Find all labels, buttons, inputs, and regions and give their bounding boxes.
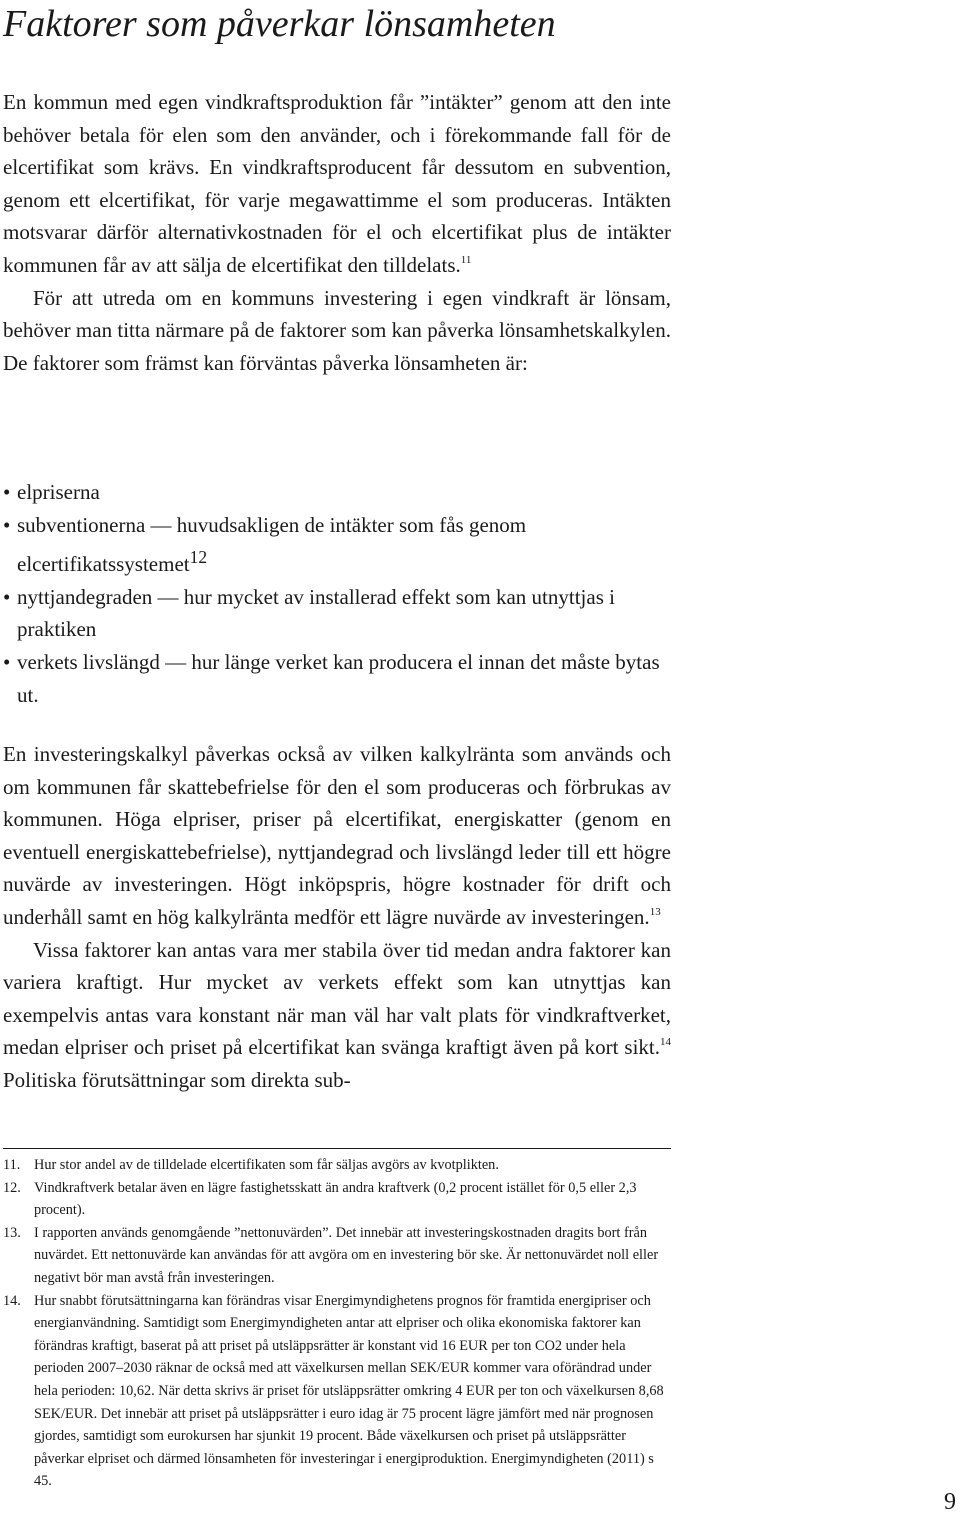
intro-text-block	[3, 86, 671, 379]
list-item: • elpriserna	[3, 476, 671, 509]
paragraph-stability: Vissa faktorer kan antas vara mer stabila över tid medan andra faktorer kan variera kraftigt. Hur mycket av verkets effekt som kan utnyttjas kan exempelvis antas vara konstant när man väl har valt plats för vindkraftverket, medan elpriser och priset på elcertifikat kan svänga kraftigt även på kort sikt.$^{14}$ Politiska förutsättningar som direkta sub-	[3, 937, 671, 1092]
bullet-icon: •	[3, 480, 11, 504]
footnote-12	[3, 1177, 671, 1222]
page-title: Faktorer som påverkar lönsamheten	[3, 3, 556, 45]
investment-text-block	[3, 738, 671, 1097]
factor-list	[3, 476, 671, 711]
footnote-ref-11[interactable]: 11	[460, 253, 472, 266]
footnote-text: Hur snabbt förutsättningarna kan förändras visar Energimyndighetens prognos för framtida energipriser och energianvändning. Samtidigt som Energimyndigheten antar att elpriser och olika ekonomiska faktorer kan förändras kraftigt, baserat på att priset på utsläppsrätter är konstant vid 16 EUR per ton CO2 under hela perioden 2007–2030 räknar de också med att växelkursen mellan SEK/EUR kommer vara oförändrad under hela perioden: 10,62. När detta skrivs är priset för utsläppsrätter omkring 4 EUR per ton och växelkursen 8,68 SEK/EUR. Det innebär att priset på utsläppsrätter i euro idag är 75 procent lägre jämfört med när prognosen gjordes, samtidigt som eurokursen har sjunkit 19 procent. Både växelkursen och priset på utsläppsrätter påverkar elpriset och därmed lönsamheten för investeringar i energiproduktion. Energimyndigheten (2011) s 45.	[34, 1292, 664, 1490]
footnote-text: I rapporten används genomgående ”nettonuvärden”. Det innebär att investeringskostnaden dragits bort från nuvärdet. Ett nettonuvärde kan användas för att avgöra om en investering bör ske. Är nettonuvärdet noll eller negativt bör man avstå från investeringen.	[34, 1224, 659, 1286]
footnote-number: 12.	[3, 1179, 21, 1196]
footnote-number: 13.	[3, 1224, 21, 1241]
footnote-ref-12[interactable]: 12	[189, 547, 208, 568]
footnote-divider	[3, 1148, 671, 1149]
footnote-14	[3, 1290, 671, 1493]
bullet-icon: •	[3, 512, 11, 537]
paragraph-analysis: För att utreda om en kommuns investering i egen vindkraft är lönsam, behöver man titta närmare på de faktorer som kan påverka lönsamhetskalkylen. De faktorer som främst kan förväntas påverka lönsamheten är:	[3, 285, 671, 375]
paragraph-investment: En investeringskalkyl påverkas också av vilken kalkylränta som används och om kommunen får skattebefrielse för den el som produceras och förbrukas av kommunen. Höga elpriser, priser på elcertifikat, energiskatter (genom en eventuell energiskattebefrielse), nyttjandegrad och livslängd leder till ett högre nuvärde av investeringen. Högt inköpspris, högre kostnader för drift och underhåll samt en hög kalkylränta medför ett lägre nuvärde av investeringen.$^{13}$	[3, 742, 671, 929]
list-item: • verkets livslängd — hur länge verket kan producera el innan det måste bytas ut.	[3, 646, 671, 711]
footnote-11	[3, 1154, 671, 1177]
footnote-number: 11.	[3, 1157, 21, 1173]
footnote-13	[3, 1222, 671, 1290]
footnote-ref-13[interactable]: 13	[649, 905, 661, 918]
footnote-text: Hur stor andel av de tilldelade elcertifikaten som får säljas avgörs av kvotplikten.	[34, 1157, 499, 1173]
footnotes	[3, 1154, 671, 1493]
page-number: 9	[944, 1489, 956, 1515]
list-item: • subventionerna — huvudsakligen de intäkter som fås genom elcertifikatssystemet$^{12}$	[3, 509, 671, 581]
paragraph-intro: En kommun med egen vindkraftsproduktion får ”intäkter” genom att den inte behöver betala för elen som den använder, och i förekommande fall för de elcertifikat som krävs. En vindkraftsproducent får dessutom en subvention, genom ett elcertifikat, för varje megawattimme el som produceras. Intäkten motsvarar därför alternativkostnaden för el och elcertifikat plus de intäkter kommunen får av att sälja de elcertifikat den tilldelats.$^{11}$	[3, 90, 671, 277]
bullet-icon: •	[3, 649, 11, 674]
footnote-ref-14[interactable]: 14	[660, 1036, 671, 1049]
footnote-text: Vindkraftverk betalar även en lägre fastighetsskatt än andra kraftverk (0,2 procent istället för 0,5 eller 2,3 procent).	[34, 1179, 637, 1219]
bullet-icon: •	[3, 584, 11, 609]
list-item: • nyttjandegraden — hur mycket av installerad effekt som kan utnyttjas i praktiken	[3, 581, 671, 646]
footnote-number: 14.	[3, 1292, 21, 1309]
